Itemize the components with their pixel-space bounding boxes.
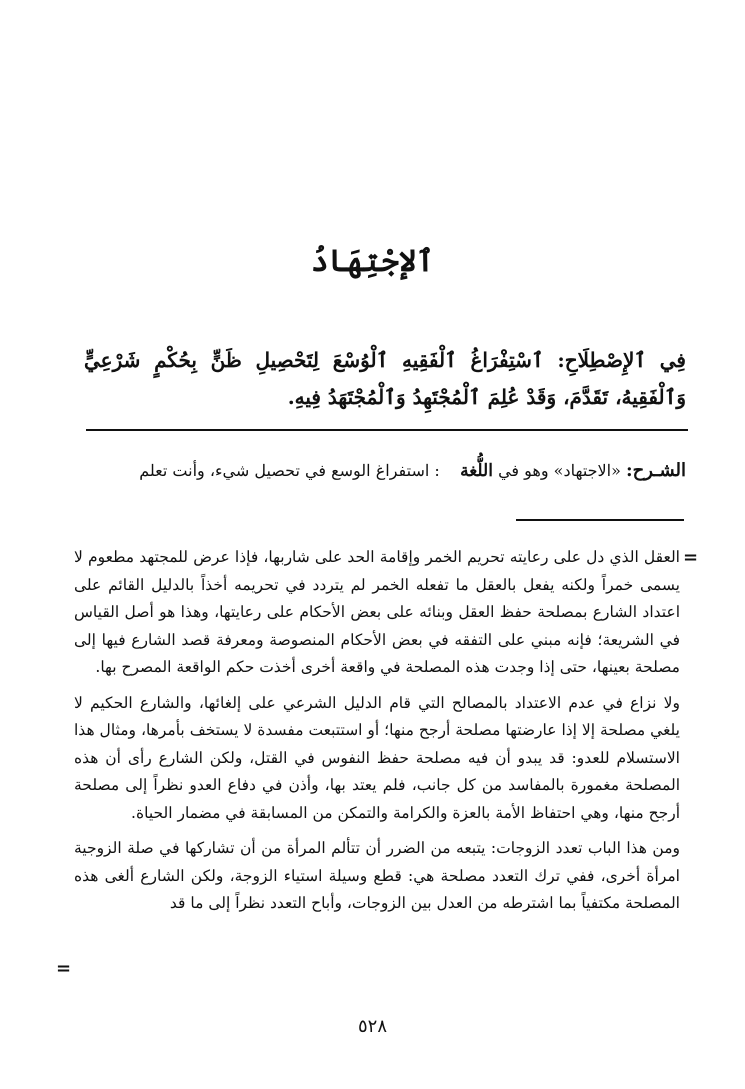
sharh-lughah: اللُّغة (460, 461, 493, 481)
footnote-divider (516, 519, 684, 521)
footnote-body (74, 544, 680, 926)
definition-text: فِي ٱلإِصْطِلَاحِ: ٱسْتِفْرَاغُ ٱلْفَقِيهِ ٱلْوُسْعَ لِتَحْصِيلِ ظَنٍّ بِحُكْمٍ شَرْعِيٍّ وَٱلْفَقِيهُ، تَقَدَّمَ، وَقَدْ عُلِمَ ٱلْمُجْتَهِدُ وَٱلْمُجْتَهَدُ فِيهِ. (84, 348, 686, 409)
continuation-mark-top: = (683, 547, 699, 568)
sharh-meaning: : استفراغ الوسع في تحصيل شيء، وأنت تعلم (139, 461, 440, 480)
footnote-paragraph: العقل الذي دل على رعايته تحريم الخمر وإقامة الحد على شاربها، فإذا عرض للمجتهد مطعوم لا يسمى خمراً ولكنه يفعل بالعقل ما تفعله الخمر لم يتردد في تحريمه أخذاً بالدليل القائم على اعتداد الشارع بمصلحة حفظ العقل وبنائه على بعض الأحكام على رعايتها، وهذا هو أصل القياس في الشريعة؛ فإنه مبني على التفقه في بعض الأحكام المنصوصة ومعرفة قصد الشارع فيها إلى مصلحة بعينها، حتى إذا وجدت هذه المصلحة في واقعة أخرى أخذت حكم الواقعة المصرح بها. (74, 548, 680, 676)
sharh-line (84, 458, 686, 484)
footnote-paragraph: ولا نزاع في عدم الاعتداد بالمصالح التي قام الدليل الشرعي على إلغائها، والشارع الحكيم لا يلغي مصلحة إلا إذا عارضتها مصلحة أرجح منها؛ أو استتبعت مفسدة لا يستخف بأمرها، ومثال هذا الاستسلام للعدو: قد يبدو أن فيه مصلحة حفظ النفوس في القتل، ولكن الشارع رأى أن هذه المصلحة مغمورة بالمفاسد من كل جانب، فلم يعتد بها، وأذن في دفاع العدو نظراً إلى مصلحة أرجح منها، وهي احتفاظ الأمة بالعزة والكرامة والتمكن من المسابقة في مضمار الحياة. (74, 693, 680, 822)
continuation-mark-bottom: = (56, 958, 72, 979)
sharh-label: الشـرح: (625, 460, 686, 481)
section-divider (86, 429, 688, 431)
footnote-paragraph: ومن هذا الباب تعدد الزوجات: يتبعه من الضرر أن تتألم المرأة من أن تشاركها في صلة الزوجية امرأة أخرى، ففي ترك التعدد مصلحة هي: قطع وسيلة استياء الزوجة، ولكن الشارع ألغى هذه المصلحة مكتفياً بما اشترطه من العدل بين الزوجات، وأباح التعدد نظراً إلى ما قد (74, 839, 680, 912)
sharh-term: «الاجتهاد» وهو في (498, 461, 621, 480)
chapter-title: ٱلإجْتِهَادُ (310, 244, 435, 279)
page-number: ٥٢٨ (357, 1016, 387, 1037)
